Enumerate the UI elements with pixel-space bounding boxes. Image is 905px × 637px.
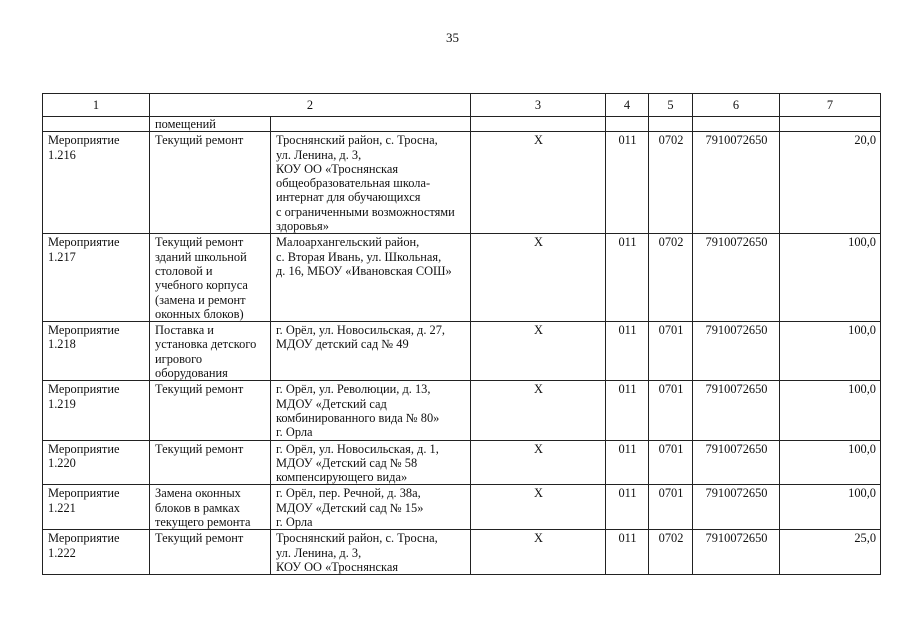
measure-location [271, 381, 471, 440]
measure-id-line: Мероприятие [48, 133, 120, 148]
amount-cell: 100,0 [780, 322, 881, 381]
mark-cell: X [471, 440, 606, 485]
code2-cell: 0701 [649, 485, 693, 530]
code3-cell: 7910072650 [693, 132, 780, 234]
measure-name-line: учебного корпуса [155, 278, 248, 293]
measure-name-line: столовой и [155, 263, 213, 278]
measure-id-line: Мероприятие [48, 382, 120, 397]
measure-id [43, 234, 150, 322]
mark-cell: X [471, 322, 606, 381]
measure-id [43, 381, 150, 440]
measure-location [271, 440, 471, 485]
measure-id-line: Мероприятие [48, 235, 120, 250]
measure-name-line: оконных блоков) [155, 306, 244, 321]
table-row [43, 440, 881, 485]
measure-name-line: зданий школьной [155, 249, 247, 264]
table-cell [271, 117, 471, 132]
measure-name [150, 322, 271, 381]
measure-location [271, 322, 471, 381]
measure-location-line: МДОУ детский сад № 49 [276, 337, 409, 352]
measure-id-line: 1.221 [48, 500, 76, 515]
table-row [43, 381, 881, 440]
code1-cell: 011 [606, 485, 649, 530]
measure-location-line: д. 16, МБОУ «Ивановская СОШ» [276, 263, 452, 278]
measure-id-line: Мероприятие [48, 323, 120, 338]
code3-cell: 7910072650 [693, 530, 780, 575]
measure-name-line: (замена и ремонт [155, 292, 246, 307]
code1-cell: 011 [606, 381, 649, 440]
measures-table [42, 93, 881, 575]
table-cell [693, 117, 780, 132]
measure-name-line: игрового [155, 351, 203, 366]
measure-id-line: 1.219 [48, 396, 76, 411]
column-header: 2 [150, 94, 471, 117]
amount-cell: 100,0 [780, 234, 881, 322]
amount-cell: 20,0 [780, 132, 881, 234]
code3-cell: 7910072650 [693, 485, 780, 530]
measure-name-line: Текущий ремонт [155, 133, 244, 148]
page-number: 35 [446, 30, 459, 45]
table-cell [780, 117, 881, 132]
code1-cell: 011 [606, 530, 649, 575]
measure-name-line: блоков в рамках [155, 500, 240, 515]
measure-id-line: Мероприятие [48, 441, 120, 456]
measure-location-line: ул. Ленина, д. 3, [276, 147, 362, 162]
measure-location-line: КОУ ОО «Троснянская [276, 559, 399, 574]
column-header: 5 [649, 94, 693, 117]
code3-cell: 7910072650 [693, 440, 780, 485]
measure-location [271, 132, 471, 234]
mark-cell: X [471, 381, 606, 440]
measure-name-line: Текущий ремонт [155, 531, 244, 546]
column-header: 3 [471, 94, 606, 117]
measure-location-line: ул. Ленина, д. 3, [276, 545, 362, 560]
table-row [43, 485, 881, 530]
measure-id-line: 1.222 [48, 545, 76, 560]
measure-location-line: комбинированного вида № 80» [276, 410, 440, 425]
code1-cell: 011 [606, 234, 649, 322]
code2-cell: 0701 [649, 440, 693, 485]
measure-id-line: 1.216 [48, 147, 76, 162]
measure-location [271, 234, 471, 322]
measure-name [150, 440, 271, 485]
measure-location-line: г. Орёл, ул. Новосильская, д. 1, [276, 441, 439, 456]
measure-id [43, 485, 150, 530]
measure-name [150, 381, 271, 440]
measure-name [150, 132, 271, 234]
table-cell [606, 117, 649, 132]
measure-name-line: текущего ремонта [155, 515, 251, 530]
measure-location-line: Троснянский район, с. Тросна, [276, 133, 438, 148]
table-row [43, 322, 881, 381]
amount-cell: 100,0 [780, 440, 881, 485]
mark-cell: X [471, 132, 606, 234]
column-header: 7 [780, 94, 881, 117]
continuation-row [43, 117, 881, 132]
measure-location-line: МДОУ «Детский сад [276, 396, 387, 411]
code1-cell: 011 [606, 322, 649, 381]
measure-name-line: Текущий ремонт [155, 441, 244, 456]
code3-cell: 7910072650 [693, 381, 780, 440]
measure-id-line: 1.218 [48, 337, 76, 352]
measure-name-line: Текущий ремонт [155, 235, 244, 250]
measure-id-line: 1.217 [48, 249, 76, 264]
code3-cell: 7910072650 [693, 234, 780, 322]
measure-id [43, 530, 150, 575]
measure-location-line: интернат для обучающихся [276, 190, 421, 205]
table-cell [649, 117, 693, 132]
measure-location-line: Троснянский район, с. Тросна, [276, 531, 438, 546]
measure-location-line: с. Вторая Ивань, ул. Школьная, [276, 249, 442, 264]
table-cell [471, 117, 606, 132]
measure-location-line: г. Орёл, ул. Новосильская, д. 27, [276, 323, 446, 338]
measure-name [150, 485, 271, 530]
header-row [43, 94, 881, 117]
code3-cell: 7910072650 [693, 322, 780, 381]
table-cell [43, 117, 150, 132]
measure-location-line: компенсирующего вида» [276, 470, 408, 485]
measure-location-line: г. Орла [276, 425, 313, 440]
measure-location-line: г. Орёл, ул. Революции, д. 13, [276, 382, 431, 397]
table-row [43, 530, 881, 575]
measure-name-line: Поставка и [155, 323, 214, 338]
measure-id-line: 1.220 [48, 455, 76, 470]
code1-cell: 011 [606, 440, 649, 485]
mark-cell: X [471, 485, 606, 530]
measure-location-line: здоровья» [276, 219, 329, 234]
measure-id-line: Мероприятие [48, 486, 120, 501]
measure-name-line: Текущий ремонт [155, 382, 244, 397]
measure-location [271, 530, 471, 575]
measure-id [43, 440, 150, 485]
table-row [43, 234, 881, 322]
measure-location [271, 485, 471, 530]
measure-location-line: МДОУ «Детский сад № 58 [276, 455, 418, 470]
measure-location-line: с ограниченными возможностями [276, 204, 455, 219]
measure-id [43, 322, 150, 381]
code2-cell: 0701 [649, 381, 693, 440]
measure-name-line: установка детского [155, 337, 257, 352]
amount-cell: 100,0 [780, 485, 881, 530]
measure-location-line: г. Орёл, пер. Речной, д. 38а, [276, 486, 421, 501]
measure-location-line: Малоархангельский район, [276, 235, 420, 250]
mark-cell: X [471, 530, 606, 575]
measure-location-line: общеобразовательная школа- [276, 176, 431, 191]
measure-name-line: оборудования [155, 366, 228, 381]
measure-location-line: КОУ ОО «Троснянская [276, 161, 399, 176]
measure-id-line: Мероприятие [48, 531, 120, 546]
table-row [43, 132, 881, 234]
measure-location-line: г. Орла [276, 515, 313, 530]
column-header: 4 [606, 94, 649, 117]
code2-cell: 0702 [649, 132, 693, 234]
code2-cell: 0702 [649, 530, 693, 575]
measure-name [150, 234, 271, 322]
measure-id [43, 132, 150, 234]
measure-location-line: МДОУ «Детский сад № 15» [276, 500, 424, 515]
amount-cell: 100,0 [780, 381, 881, 440]
code1-cell: 011 [606, 132, 649, 234]
measure-name [150, 530, 271, 575]
code2-cell: 0702 [649, 234, 693, 322]
measure-name-line: Замена оконных [155, 486, 241, 501]
table-cell: помещений [150, 117, 271, 132]
amount-cell: 25,0 [780, 530, 881, 575]
column-header: 6 [693, 94, 780, 117]
code2-cell: 0701 [649, 322, 693, 381]
mark-cell: X [471, 234, 606, 322]
column-header: 1 [43, 94, 150, 117]
